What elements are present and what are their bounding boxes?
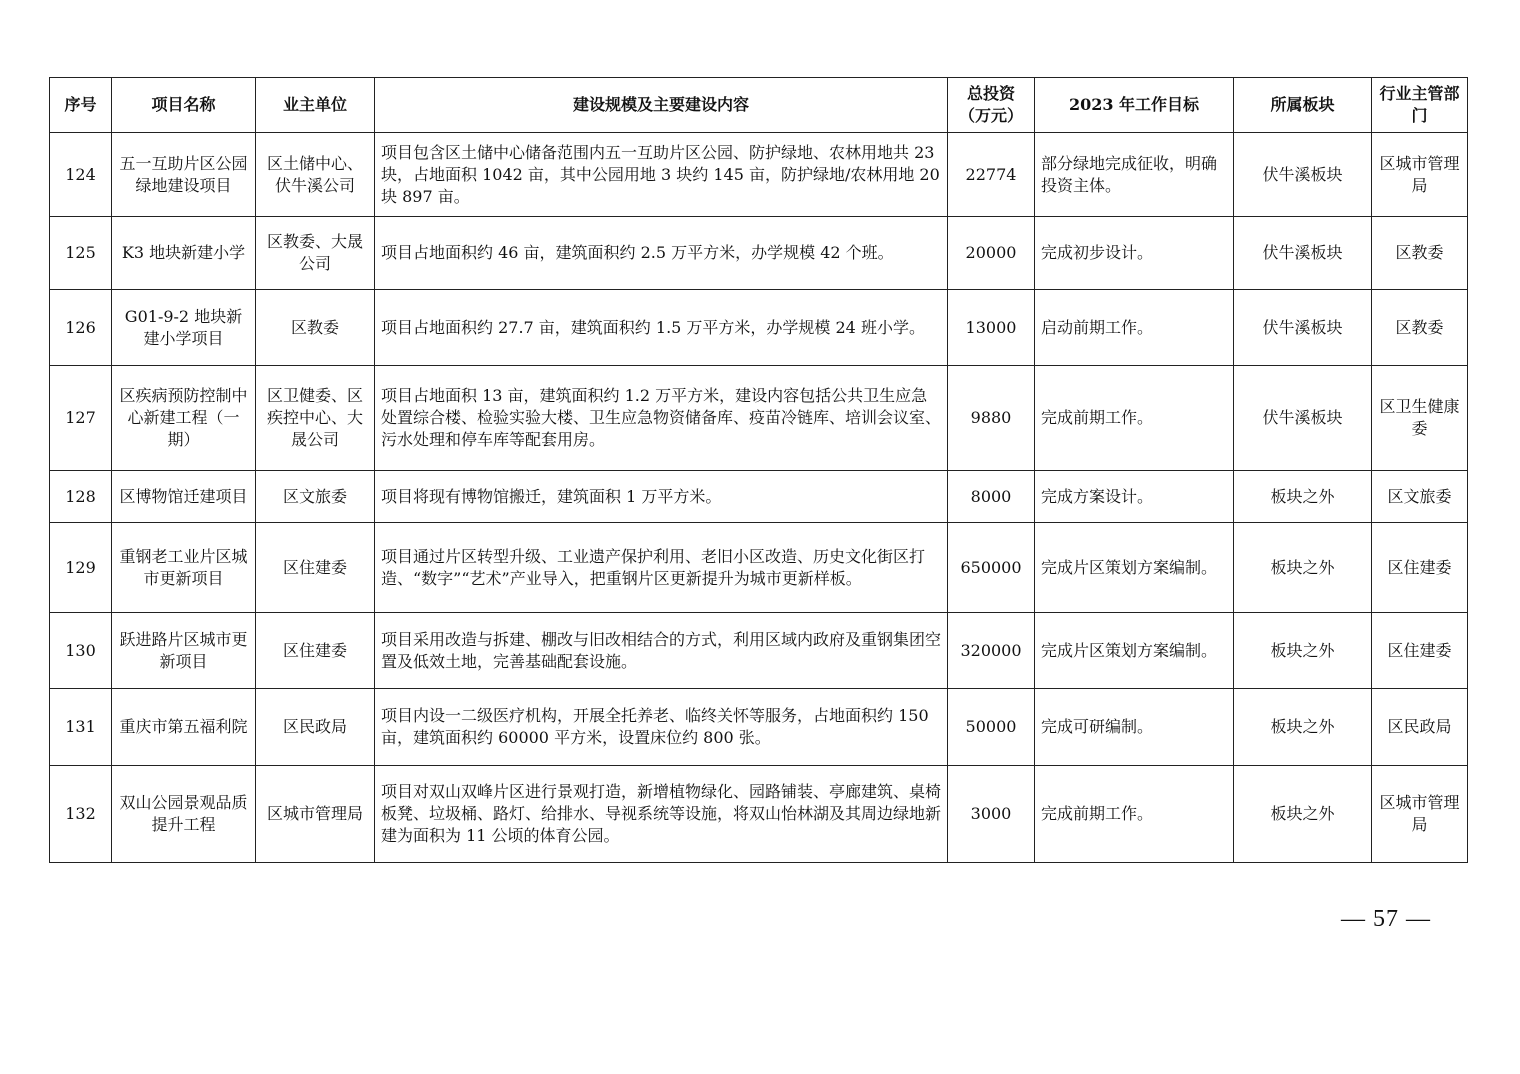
cell-name: 跃进路片区城市更新项目: [112, 613, 256, 689]
cell-scope: 项目占地面积约 46 亩，建筑面积约 2.5 万平方米，办学规模 42 个班。: [375, 217, 948, 290]
cell-owner: 区土储中心、伏牛溪公司: [256, 133, 375, 217]
cell-owner: 区民政局: [256, 689, 375, 766]
cell-scope: 项目占地面积 13 亩，建筑面积约 1.2 万平方米，建设内容包括公共卫生应急处置综合楼、检验实验大楼、卫生应急物资储备库、疫苗冷链库、培训会议室、污水处理和停车库等配套用房。: [375, 366, 948, 471]
cell-scope: 项目通过片区转型升级、工业遗产保护利用、老旧小区改造、历史文化街区打造、“数字”“艺术”产业导入，把重钢片区更新提升为城市更新样板。: [375, 523, 948, 613]
cell-investment: 13000: [948, 290, 1035, 366]
header-dept: 行业主管部门: [1372, 78, 1468, 133]
cell-block: 伏牛溪板块: [1234, 366, 1372, 471]
cell-goal: 部分绿地完成征收，明确投资主体。: [1035, 133, 1234, 217]
cell-block: 伏牛溪板块: [1234, 290, 1372, 366]
table-row: [50, 290, 1468, 366]
cell-goal: 完成方案设计。: [1035, 471, 1234, 523]
cell-seq: 128: [50, 471, 112, 523]
cell-owner: 区教委: [256, 290, 375, 366]
cell-owner: 区城市管理局: [256, 766, 375, 863]
cell-seq: 131: [50, 689, 112, 766]
cell-seq: 132: [50, 766, 112, 863]
table-row: [50, 689, 1468, 766]
cell-block: 板块之外: [1234, 471, 1372, 523]
cell-investment: 650000: [948, 523, 1035, 613]
header-seq: 序号: [50, 78, 112, 133]
cell-dept: 区城市管理局: [1372, 133, 1468, 217]
cell-investment: 320000: [948, 613, 1035, 689]
table-row: [50, 471, 1468, 523]
table-row: [50, 133, 1468, 217]
cell-investment: 9880: [948, 366, 1035, 471]
cell-name: 双山公园景观品质提升工程: [112, 766, 256, 863]
table-row: [50, 217, 1468, 290]
cell-goal: 完成片区策划方案编制。: [1035, 523, 1234, 613]
cell-owner: 区卫健委、区疾控中心、大晟公司: [256, 366, 375, 471]
cell-scope: 项目包含区土储中心储备范围内五一互助片区公园、防护绿地、农林用地共 23 块，占地面积 1042 亩，其中公园用地 3 块约 145 亩，防护绿地/农林用地 20 块 897 亩。: [375, 133, 948, 217]
header-name: 项目名称: [112, 78, 256, 133]
cell-block: 伏牛溪板块: [1234, 133, 1372, 217]
cell-dept: 区民政局: [1372, 689, 1468, 766]
cell-goal: 完成初步设计。: [1035, 217, 1234, 290]
cell-name: K3 地块新建小学: [112, 217, 256, 290]
cell-investment: 22774: [948, 133, 1035, 217]
cell-investment: 50000: [948, 689, 1035, 766]
table-row: [50, 366, 1468, 471]
cell-seq: 125: [50, 217, 112, 290]
cell-dept: 区住建委: [1372, 613, 1468, 689]
cell-investment: 3000: [948, 766, 1035, 863]
cell-dept: 区城市管理局: [1372, 766, 1468, 863]
cell-seq: 126: [50, 290, 112, 366]
cell-scope: 项目内设一二级医疗机构，开展全托养老、临终关怀等服务，占地面积约 150 亩，建筑面积约 60000 平方米，设置床位约 800 张。: [375, 689, 948, 766]
cell-scope: 项目占地面积约 27.7 亩，建筑面积约 1.5 万平方米，办学规模 24 班小学。: [375, 290, 948, 366]
cell-block: 板块之外: [1234, 766, 1372, 863]
cell-name: 重钢老工业片区城市更新项目: [112, 523, 256, 613]
cell-block: 板块之外: [1234, 613, 1372, 689]
cell-dept: 区卫生健康委: [1372, 366, 1468, 471]
cell-owner: 区文旅委: [256, 471, 375, 523]
projects-table: [49, 77, 1468, 863]
cell-name: 区疾病预防控制中心新建工程（一期）: [112, 366, 256, 471]
cell-investment: 8000: [948, 471, 1035, 523]
cell-dept: 区住建委: [1372, 523, 1468, 613]
table-row: [50, 613, 1468, 689]
cell-owner: 区住建委: [256, 523, 375, 613]
cell-block: 板块之外: [1234, 689, 1372, 766]
cell-name: 重庆市第五福利院: [112, 689, 256, 766]
cell-scope: 项目将现有博物馆搬迁，建筑面积 1 万平方米。: [375, 471, 948, 523]
header-investment: 总投资（万元）: [948, 78, 1035, 133]
cell-block: 伏牛溪板块: [1234, 217, 1372, 290]
header-scope: 建设规模及主要建设内容: [375, 78, 948, 133]
cell-scope: 项目对双山双峰片区进行景观打造，新增植物绿化、园路铺装、亭廊建筑、桌椅板凳、垃圾桶、路灯、给排水、导视系统等设施，将双山怡林湖及其周边绿地新建为面积为 11 公顷的体育公园。: [375, 766, 948, 863]
cell-name: G01-9-2 地块新建小学项目: [112, 290, 256, 366]
cell-dept: 区文旅委: [1372, 471, 1468, 523]
cell-seq: 127: [50, 366, 112, 471]
cell-scope: 项目采用改造与拆建、棚改与旧改相结合的方式，利用区域内政府及重钢集团空置及低效土地，完善基础配套设施。: [375, 613, 948, 689]
header-block: 所属板块: [1234, 78, 1372, 133]
cell-block: 板块之外: [1234, 523, 1372, 613]
table-row: [50, 523, 1468, 613]
cell-name: 区博物馆迁建项目: [112, 471, 256, 523]
header-goal: 2023 年工作目标: [1035, 78, 1234, 133]
table-header-row: [50, 78, 1468, 133]
cell-dept: 区教委: [1372, 217, 1468, 290]
cell-owner: 区教委、大晟公司: [256, 217, 375, 290]
cell-investment: 20000: [948, 217, 1035, 290]
cell-seq: 130: [50, 613, 112, 689]
cell-goal: 完成前期工作。: [1035, 766, 1234, 863]
cell-seq: 129: [50, 523, 112, 613]
cell-goal: 完成片区策划方案编制。: [1035, 613, 1234, 689]
table-row: [50, 766, 1468, 863]
cell-seq: 124: [50, 133, 112, 217]
cell-dept: 区教委: [1372, 290, 1468, 366]
cell-name: 五一互助片区公园绿地建设项目: [112, 133, 256, 217]
cell-goal: 启动前期工作。: [1035, 290, 1234, 366]
page-number: — 57 —: [1341, 906, 1431, 932]
cell-goal: 完成可研编制。: [1035, 689, 1234, 766]
cell-goal: 完成前期工作。: [1035, 366, 1234, 471]
cell-owner: 区住建委: [256, 613, 375, 689]
header-owner: 业主单位: [256, 78, 375, 133]
